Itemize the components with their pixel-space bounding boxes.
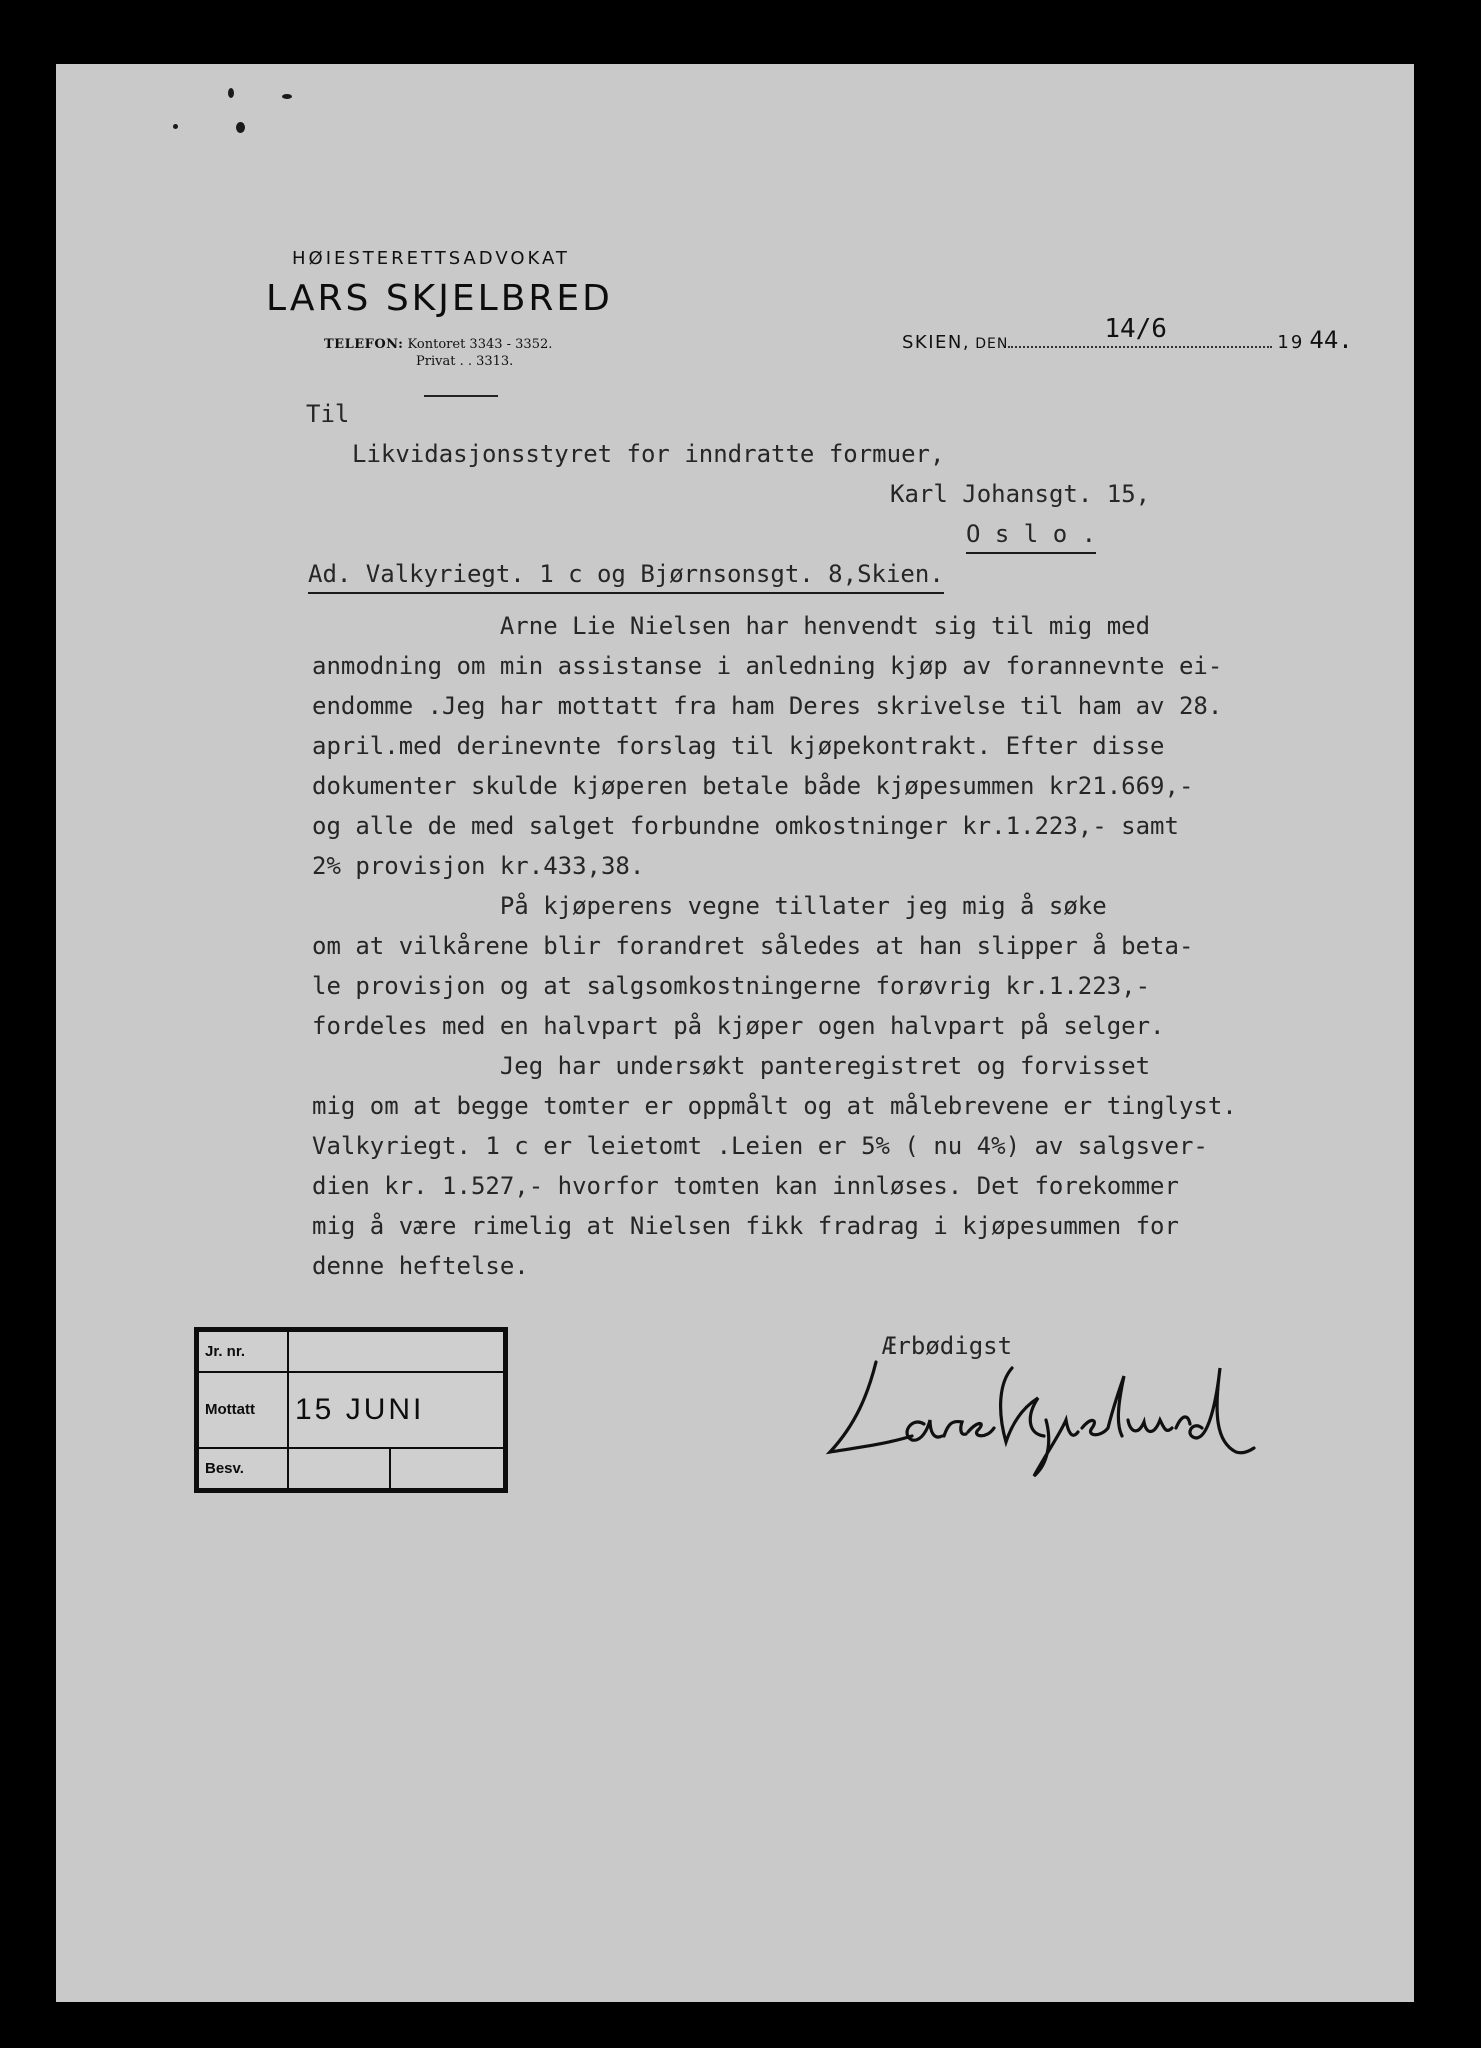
letterhead-phone	[324, 336, 552, 370]
phone-label: TELEFON:	[324, 337, 404, 352]
year-prefix: 19	[1277, 332, 1305, 353]
stamp-row	[198, 1331, 504, 1372]
ink-speck	[228, 88, 234, 98]
body-line: denne heftelse.	[312, 1252, 529, 1280]
body-line: le provisjon og at salgsomkostningerne forøvrig kr.1.223,-	[312, 972, 1151, 1000]
salutation: Til	[306, 400, 350, 428]
address-city	[966, 520, 1096, 548]
recipient: Likvidasjonsstyret for inndratte formuer,	[352, 440, 945, 468]
body-line: om at vilkårene blir forandret således at han slipper å beta-	[312, 932, 1194, 960]
closing: Ærbødigst	[882, 1332, 1013, 1360]
year-suffix: 44.	[1309, 326, 1353, 354]
body-line: mig å være rimelig at Nielsen fikk fradrag i kjøpesummen for	[312, 1212, 1179, 1240]
stamp-table	[197, 1330, 505, 1490]
stamp-label: Besv.	[198, 1448, 288, 1489]
date-dotted-line	[1008, 314, 1272, 348]
stamp-label: Jr. nr.	[198, 1331, 288, 1372]
dateline	[902, 314, 1402, 354]
subject-line	[308, 560, 944, 588]
dateline-den: DEN	[975, 336, 1009, 352]
phone-office: Kontoret 3343 - 3352.	[407, 337, 553, 352]
letter-page	[56, 64, 1414, 2002]
ink-speck	[173, 124, 178, 129]
body-line: dien kr. 1.527,- hvorfor tomten kan innløses. Det forekommer	[312, 1172, 1179, 1200]
body-line: 2% provisjon kr.433,38.	[312, 852, 645, 880]
letterhead-title: HØIESTERETTSADVOKAT	[292, 248, 570, 269]
body-line: endomme .Jeg har mottatt fra ham Deres skrivelse til ham av 28.	[312, 692, 1223, 720]
received-stamp	[194, 1327, 508, 1493]
stamp-row	[198, 1448, 504, 1489]
ink-speck	[282, 94, 292, 99]
phone-private: Privat . . 3313.	[416, 354, 514, 369]
ink-speck	[236, 122, 245, 133]
body-line: Jeg har undersøkt panteregistret og forvisset	[312, 1052, 1151, 1080]
address-city-text: O s l o .	[966, 520, 1096, 554]
signature	[816, 1324, 1286, 1484]
body-line: Valkyriegt. 1 c er leietomt .Leien er 5% ( nu 4%) av salgsver-	[312, 1132, 1208, 1160]
body-line: april.med derinevnte forslag til kjøpekontrakt. Efter disse	[312, 732, 1165, 760]
body-line: og alle de med salget forbundne omkostninger kr.1.223,- samt	[312, 812, 1179, 840]
subject-text: Ad. Valkyriegt. 1 c og Bjørnsonsgt. 8,Skien.	[308, 560, 944, 594]
stamp-label: Mottatt	[198, 1372, 288, 1449]
stamp-value	[288, 1448, 504, 1489]
dateline-city: SKIEN,	[902, 332, 971, 353]
date-value: 14/6	[1104, 314, 1167, 344]
body-line: På kjøperens vegne tillater jeg mig å søke	[312, 892, 1107, 920]
stamp-divider	[389, 1449, 391, 1488]
stamp-value: 15 JUNI	[288, 1372, 504, 1449]
body-line: anmodning om min assistanse i anledning kjøp av forannevnte ei-	[312, 652, 1223, 680]
letterhead-name: LARS SKJELBRED	[266, 278, 613, 319]
letterhead-rule	[424, 395, 498, 397]
stamp-value	[288, 1331, 504, 1372]
stamp-row	[198, 1372, 504, 1449]
street: Karl Johansgt. 15,	[890, 480, 1151, 508]
body-line: Arne Lie Nielsen har henvendt sig til mig med	[312, 612, 1151, 640]
body-line: mig om at begge tomter er oppmålt og at målebrevene er tinglyst.	[312, 1092, 1237, 1120]
body-line: dokumenter skulde kjøperen betale både kjøpesummen kr21.669,-	[312, 772, 1194, 800]
body-line: fordeles med en halvpart på kjøper ogen halvpart på selger.	[312, 1012, 1165, 1040]
